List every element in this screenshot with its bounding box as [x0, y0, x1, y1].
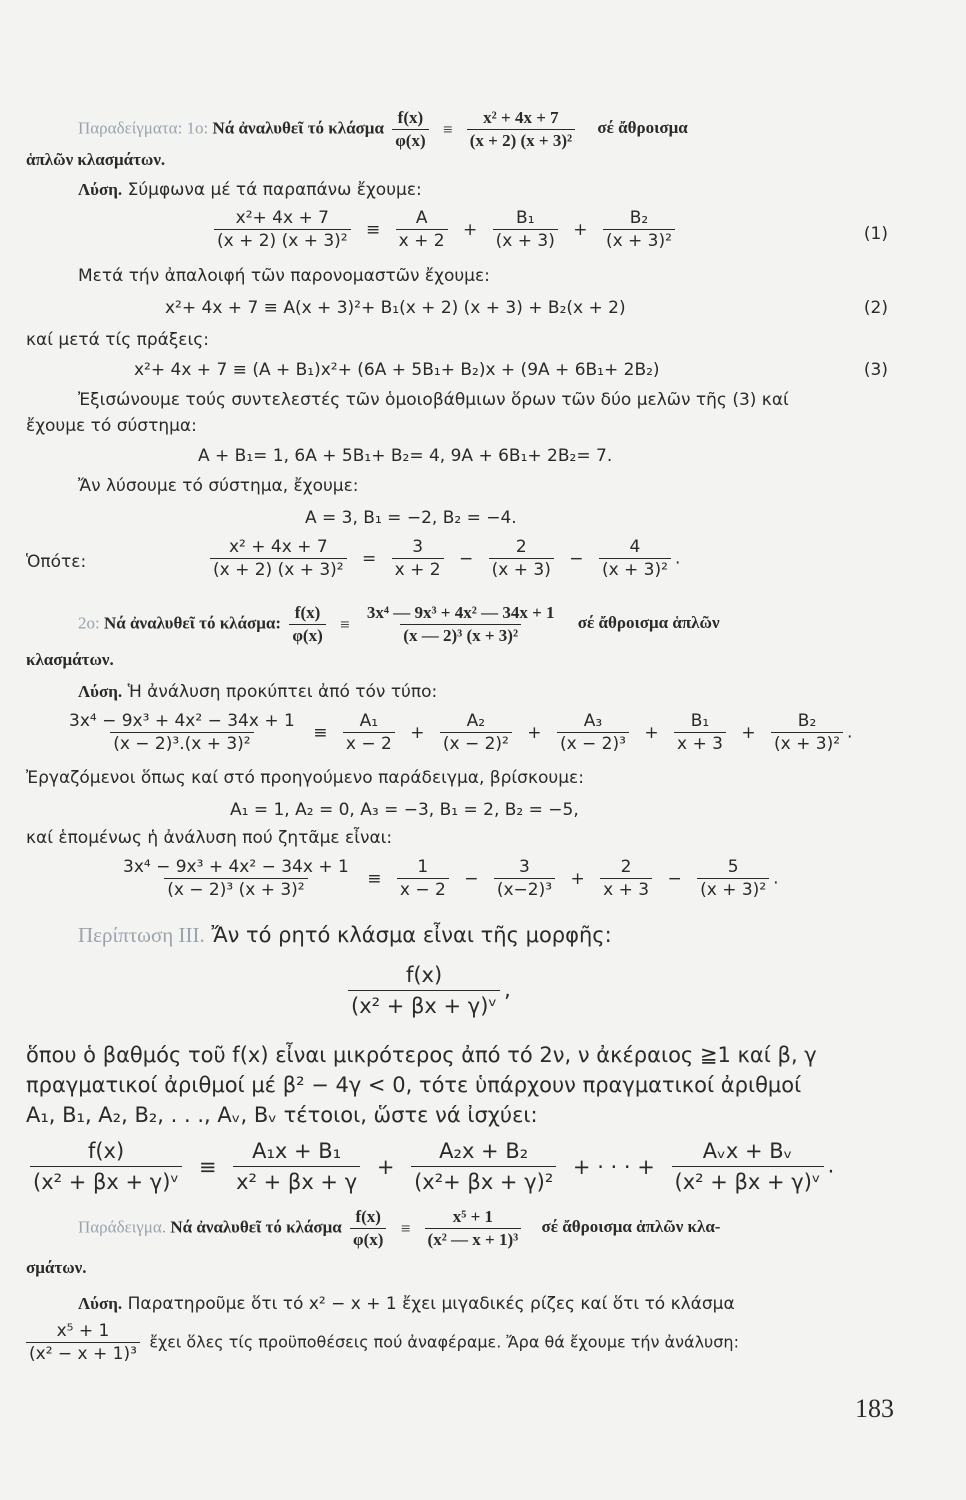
- final-decomposition-2: $\frac{\text{3x⁴ − 9x³ + 4x² − 34x + 1}}{\text{(x − 2)³ (x + 3)²}}$ ≡ $\frac{1}{x - 2}$ − $\frac{3}{\text{(x−2)³}}$ + $\frac{2}{x + 3}$ − $\frac{5}{\text{(x + 3)²}}$ .: [123, 857, 779, 900]
- text-line: καί ἑπομένως ἡ ἀνάλυση πού ζητᾶμε εἶναι:: [26, 828, 393, 848]
- example3-header: Παράδειγμα. Νά ἀναλυθεῖ τό κλάσμα $\frac{f(x)}{\varphi(x)}$ ≡ $\frac{\text{x⁵ + 1}}{\text{(x² — x + 1)³}}$ σέ ἄθροισμα ἁπλῶν κλα-: [78, 1207, 721, 1249]
- solution-line: Λύση. Παρατηροῦμε ὅτι τό x² − x + 1 ἔχει μιγαδικές ρίζες καί ὅτι τό κλάσμα: [78, 1294, 735, 1314]
- example2-tail2: κλασμάτων.: [26, 650, 114, 669]
- solution-line: Λύση. Ἡ ἀνάλυση προκύπτει ἀπό τόν τύπο:: [78, 682, 438, 702]
- equation-number: (1): [863, 224, 888, 244]
- fraction: $\frac{f(x)}{\varphi(x)}$: [392, 107, 428, 152]
- case3-intro: Ἄν τό ρητό κλάσμα εἶναι τῆς μορφῆς:: [211, 923, 612, 947]
- case3-heading-line: [78, 920, 612, 950]
- example1-header: Παραδείγματα: 1ο: Νά ἀναλυθεῖ τό κλάσμα $\frac{f(x)}{\varphi(x)}$ ≡ $\frac{\text{x² + 4x + 7}}{\text{(x + 2) (x + 3)²}}$ σέ ἄθροισμα: [78, 108, 688, 150]
- solution-line: Λύση. Σύμφωνα μέ τά παραπάνω ἔχουμε:: [78, 180, 422, 200]
- text-line: Ἐξισώνουμε τούς συντελεστές τῶν ὁμοιοβάθμιων ὅρων τῶν δύο μελῶν τῆς (3) καί: [78, 390, 789, 410]
- example2-lead: 2ο:: [78, 613, 100, 633]
- case3-para: πραγματικοί ἀριθμοί μέ β² − 4γ < 0, τότε ὑπάρχουν πραγματικοί ἀριθμοί: [26, 1073, 802, 1097]
- equation-2: x²+ 4x + 7 ≡ A(x + 3)²+ B₁(x + 2) (x + 3) + B₂(x + 2): [165, 298, 626, 318]
- example1-lead: Παραδείγματα: 1ο:: [78, 118, 209, 138]
- example3-tail2: σμάτων.: [26, 1258, 87, 1277]
- example2-header: 2ο: Νά ἀναλυθεῖ τό κλάσμα: $\frac{f(x)}{\varphi(x)}$ ≡ $\frac{\text{3x⁴ — 9x³ + 4x² — 34x + 1}}{\text{(x — 2)³ (x + 3)²}}$ σέ ἄθροισμα ἁπλῶν: [78, 603, 720, 645]
- fraction: $\frac{\text{x² + 4x + 7}}{\text{(x + 2) (x + 3)²}}$: [467, 107, 575, 152]
- example2-title: Νά ἀναλυθεῖ τό κλάσμα:: [103, 613, 282, 633]
- case3-heading: Περίπτωση III.: [78, 923, 205, 947]
- equation-number: (2): [863, 298, 888, 318]
- solution-values: A₁ = 1, A₂ = 0, A₃ = −3, B₁ = 2, B₂ = −5,: [230, 800, 579, 820]
- example1-tail: σέ ἄθροισμα: [597, 118, 688, 138]
- page-number: 183: [855, 1394, 894, 1423]
- equation-number: (3): [863, 360, 888, 380]
- solution-values: A = 3, B₁ = −2, B₂ = −4.: [305, 508, 517, 528]
- text-line: Ἐργαζόμενοι ὅπως καί στό προηγούμενο παράδειγμα, βρίσκουμε:: [26, 768, 584, 788]
- case3-form: $\frac{f(x)}{\text{(x² + βx + γ)ᵛ}}$ ,: [344, 960, 511, 1021]
- text-line: καί μετά τίς πράξεις:: [26, 330, 209, 350]
- equation-3: x²+ 4x + 7 ≡ (A + B₁)x²+ (6A + 5B₁+ B₂)x + (9A + 6B₁+ 2B₂): [134, 360, 660, 380]
- case3-equation: $\frac{f(x)}{\text{(x² + βx + γ)ᵛ}}$ ≡ $\frac{\text{A₁x + B₁}}{\text{x² + βx + γ}}$ + $\frac{\text{A₂x + B₂}}{\text{(x²+ βx + γ)²}}$ + · · · + $\frac{\text{Aᵥx + Bᵥ}}{\text{(x² + βx + γ)ᵛ}}$ .: [26, 1136, 834, 1197]
- text-line: Ἄν λύσουμε τό σύστημα, ἔχουμε:: [78, 476, 359, 496]
- equation-ex2: $\frac{\text{3x⁴ − 9x³ + 4x² − 34x + 1}}{\text{(x − 2)³.(x + 3)²}}$ ≡ $\frac{\text{A₁}}{x - 2}$ + $\frac{\text{A₂}}{\text{(x − 2)²}}$ + $\frac{\text{A₃}}{\text{(x − 2)³}}$ + $\frac{\text{B₁}}{x + 3}$ + $\frac{\text{B₂}}{\text{(x + 3)²}}$ .: [69, 711, 853, 754]
- example3-lead: Παράδειγμα.: [78, 1217, 167, 1237]
- case3-para: ὅπου ὁ βαθμός τοῦ f(x) εἶναι μικρότερος ἀπό τό 2ν, ν ἀκέραιος ≧1 καί β, γ: [26, 1043, 817, 1067]
- example1-title: Νά ἀναλυθεῖ τό κλάσμα: [212, 118, 384, 138]
- case3-para: A₁, B₁, A₂, B₂, . . ., Aᵥ, Bᵥ τέτοιοι, ὥστε νά ἰσχύει:: [26, 1103, 538, 1127]
- system-equations: A + B₁= 1, 6A + 5B₁+ B₂= 4, 9A + 6B₁+ 2B₂= 7.: [198, 446, 613, 466]
- opote-label: Ὁπότε:: [26, 552, 87, 572]
- final-decomposition-1: $\frac{\text{x² + 4x + 7}}{\text{(x + 2) (x + 3)²}}$ = $\frac{3}{x + 2}$ − $\frac{2}{(x + 3)}$ − $\frac{4}{\text{(x + 3)²}}$ .: [206, 536, 680, 581]
- equation-1: $\frac{\text{x²+ 4x + 7}}{\text{(x + 2) (x + 3)²}}$ ≡ $\frac{A}{x + 2}$ + $\frac{\text{B₁}}{(x + 3)}$ + $\frac{\text{B₂}}{\text{(x + 3)²}}$: [210, 207, 679, 252]
- example1-tail2: ἁπλῶν κλασμάτων.: [26, 150, 166, 169]
- text-line: Μετά τήν ἀπαλοιφή τῶν παρονομαστῶν ἔχουμε:: [78, 266, 490, 286]
- text-line: ἔχουμε τό σύστημα:: [26, 416, 197, 436]
- solution-line-2: $\frac{\text{x⁵ + 1}}{\text{(x² − x + 1)³}}$ ἔχει ὅλες τίς προϋποθέσεις πού ἀναφέραμε. Ἄρα θά ἔχουμε τήν ἀνάλυση:: [22, 1320, 739, 1365]
